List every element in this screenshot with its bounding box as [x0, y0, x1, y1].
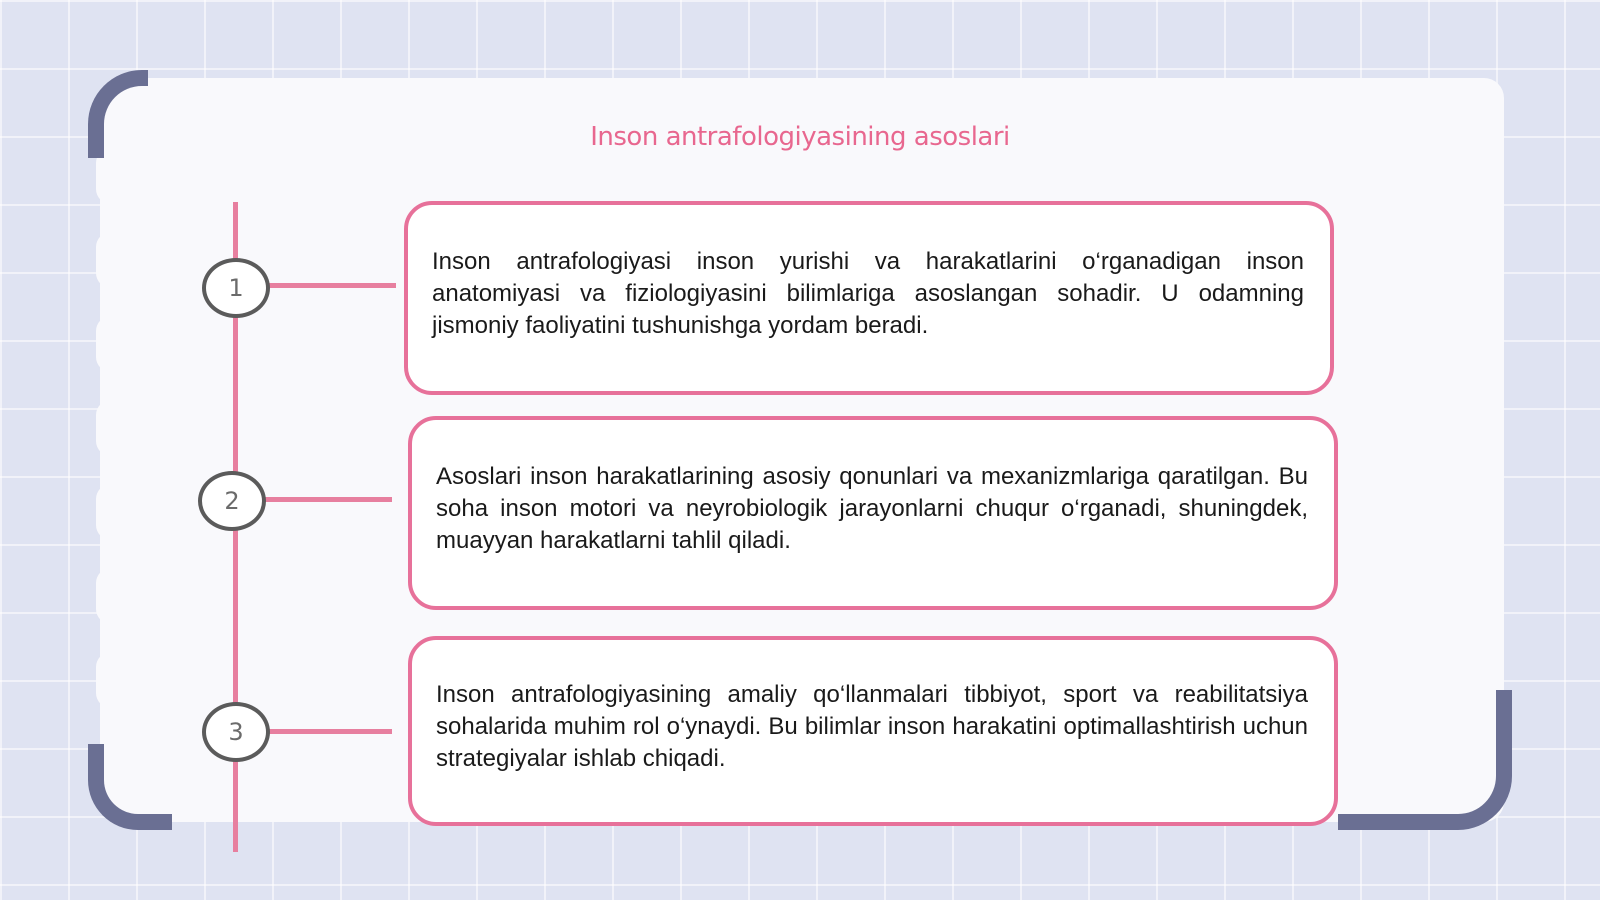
step-number-3: 3: [202, 702, 270, 762]
info-card-text: Inson antrafologiyasining amaliy qo‘llanmalari tibbiyot, sport va reabilitatsiya sohalarida muhim rol o‘ynaydi. Bu bilimlar inson harakatini optimallashtirish uchun strategiyalar ishlab chiqadi.: [436, 681, 1308, 772]
paper-scallop: [96, 568, 126, 624]
timeline-connector: [268, 283, 396, 288]
paper-scallop: [96, 316, 126, 372]
info-card-text: Asoslari inson harakatlarining asosiy qonunlari va mexanizmlariga qaratilgan. Bu soha inson motori va neyrobiologik jarayonlarni chuqur o‘rganadi, shuningdek, muayyan harakatlarni tahlil qiladi.: [436, 463, 1308, 554]
info-card-2: [408, 416, 1338, 610]
corner-bracket-bottom-left: [88, 744, 172, 830]
timeline-connector: [266, 729, 392, 734]
paper-scallop: [96, 484, 126, 540]
info-card-1: [404, 201, 1334, 395]
info-card-3: [408, 636, 1338, 826]
slide-title: Inson antrafologiyasining asoslari: [590, 122, 1010, 152]
info-card-text: Inson antrafologiyasi inson yurishi va harakatlarini o‘rganadigan inson anatomiyasi va fiziologiyasini bilimlariga asoslangan sohadir. U odamning jismoniy faoliyatini tushunishga yordam beradi.: [432, 248, 1304, 339]
step-number-1: 1: [202, 258, 270, 318]
timeline-connector: [262, 497, 392, 502]
paper-scallop: [96, 400, 126, 456]
paper-scallop: [96, 232, 126, 288]
step-number-2: 2: [198, 471, 266, 531]
paper-scallop: [96, 652, 126, 708]
corner-bracket-bottom-right: [1338, 690, 1512, 830]
